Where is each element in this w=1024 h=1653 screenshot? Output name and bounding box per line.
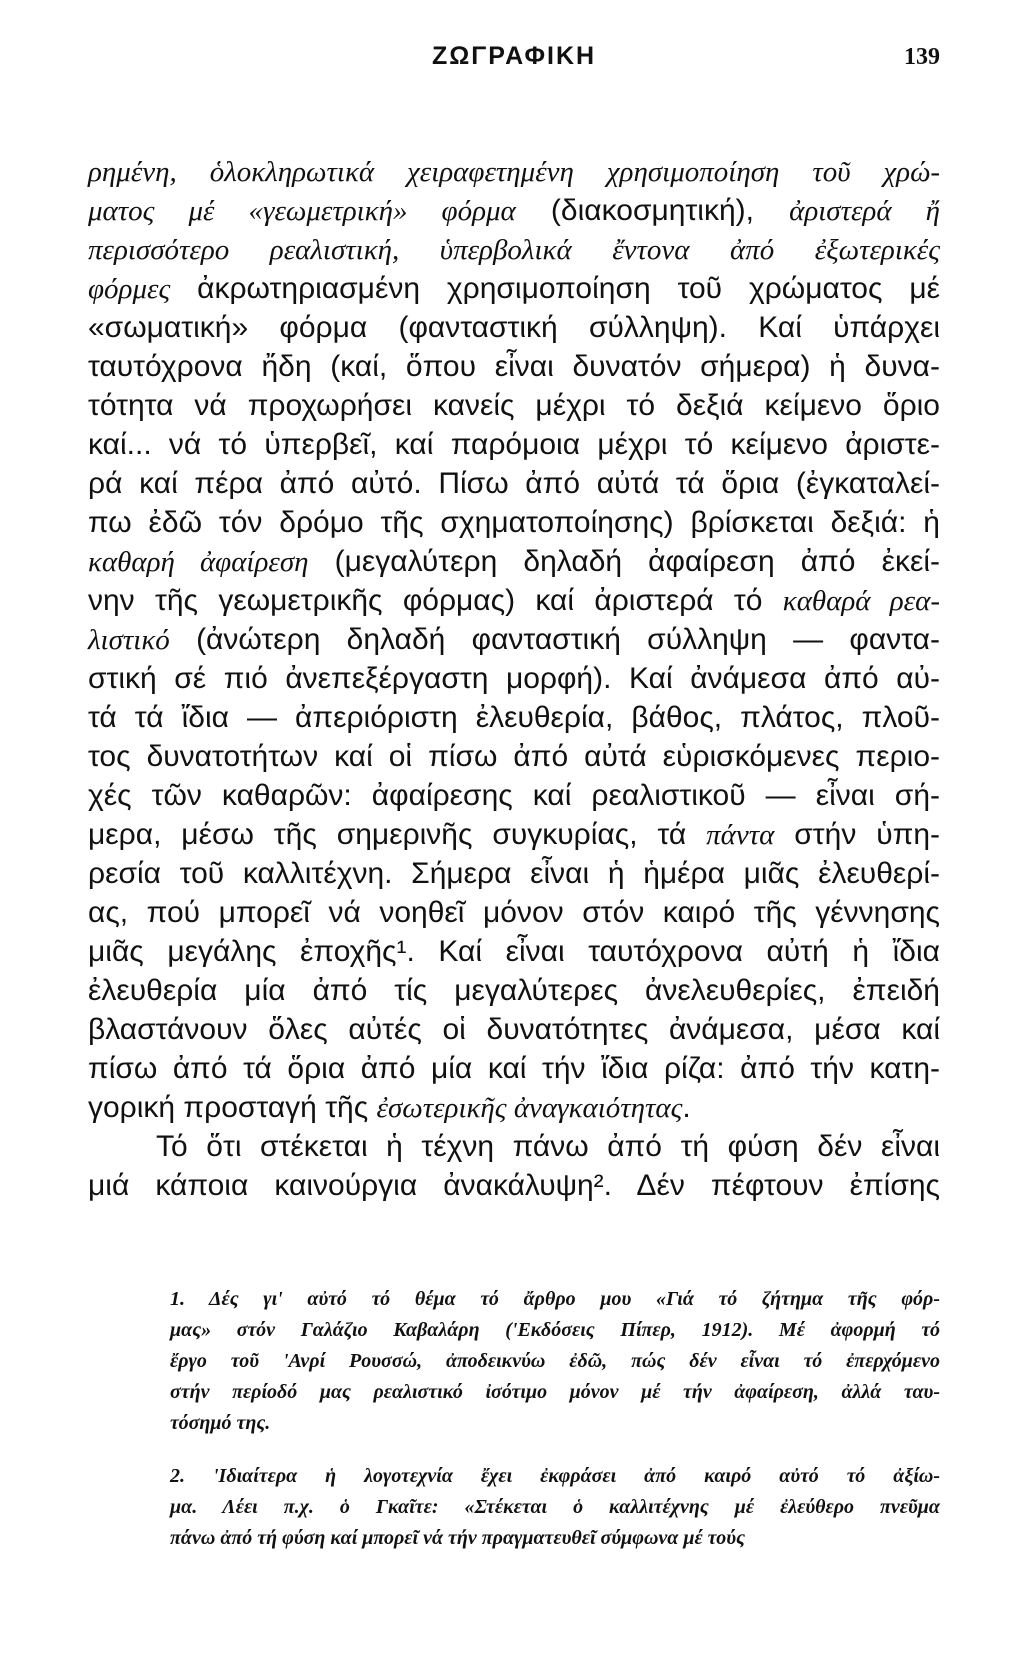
- text-line: [88, 620, 940, 659]
- text-run: ἀκρωτηριασμένη χρησιμοποίηση τοῦ χρώματος μέ: [170, 272, 940, 305]
- chapter-title: ΖΩΓΡΑΦΙΚΗ: [431, 42, 597, 70]
- footnote-line: μας» στόν Γαλάζιο Καβαλάρη ('Εκδόσεις Πίπερ, 1912). Μέ ἀφορμή τό: [170, 1319, 940, 1341]
- italic-text: ἀριστερά ἤ: [789, 195, 940, 227]
- text-run: στήν ὑπη-: [774, 818, 940, 851]
- text-run: τος δυνατοτήτων καί οἱ πίσω ἀπό αὐτά εὑρισκόμενες περιο-: [88, 740, 940, 773]
- text-run: ἐλευθερία μία ἀπό τίς μεγαλύτερες ἀνελευθερίες, ἐπειδή: [88, 974, 940, 1007]
- text-line: [88, 1088, 940, 1127]
- footnote-line: ἔργο τοῦ 'Ανρί Ρουσσώ, ἀποδεικνύω ἐδῶ, πώς δέν εἶναι τό ἐπερχόμενο: [170, 1350, 940, 1372]
- text-line: [88, 464, 940, 503]
- text-line: [88, 971, 940, 1010]
- text-run: (διακοσμητική),: [515, 194, 790, 227]
- text-run: «σωματική» φόρμα (φανταστική σύλληψη). Καί ὑπάρχει: [88, 311, 940, 344]
- text-line: [88, 152, 940, 191]
- text-line: [88, 542, 940, 581]
- text-run: στική σέ πιό ἀνεπεξέργαστη μορφή). Καί ἀνάμεσα ἀπό αὐ-: [88, 662, 940, 695]
- text-run: μιᾶς μεγάλης ἐποχῆς¹. Καί εἶναι ταυτόχρονα αὐτή ἡ ἴδια: [88, 935, 940, 968]
- text-line: [88, 230, 940, 269]
- text-run: καί... νά τό ὑπερβεῖ, καί παρόμοια μέχρι τό κείμενο ἀριστε-: [88, 428, 940, 461]
- footnote-2: [170, 1461, 940, 1554]
- text-run: μερα, μέσω τῆς σημερινῆς συγκυρίας, τά: [88, 818, 707, 851]
- text-run: .: [682, 1091, 691, 1124]
- text-run: τότητα νά προχωρήσει κανείς μέχρι τό δεξιά κείμενο ὅριο: [88, 389, 940, 422]
- italic-text: περισσότερο ρεαλιστική, ὑπερβολικά ἔντονα ἀπό ἐξωτερικές: [88, 234, 940, 266]
- footnote-1: [170, 1284, 940, 1439]
- text-run: ταυτόχρονα ἤδη (καί, ὅπου εἶναι δυνατόν σήμερα) ἡ δυνα-: [88, 350, 940, 383]
- italic-text: ἐσωτερικῆς ἀναγκαιότητας: [376, 1092, 683, 1124]
- text-line: [88, 581, 940, 620]
- text-run: τά τά ἴδια — ἀπεριόριστη ἐλευθερία, βάθος, πλάτος, πλοῦ-: [88, 701, 940, 734]
- footnote-line: 1. Δές γι' αὐτό τό θέμα τό ἄρθρο μου «Γιά τό ζήτημα τῆς φόρ-: [170, 1288, 940, 1310]
- footnote-line: μα. Λέει π.χ. ὁ Γκαῖτε: «Στέκεται ὁ καλλιτέχνης μέ ἐλεύθερο πνεῦμα: [170, 1496, 940, 1518]
- text-line: [88, 893, 940, 932]
- text-line: [88, 425, 940, 464]
- footnote-line: τόσημό της.: [170, 1412, 271, 1434]
- italic-text: καθαρή ἀφαίρεση: [88, 546, 309, 578]
- text-line: [88, 737, 940, 776]
- text-run: χές τῶν καθαρῶν: ἀφαίρεσης καί ρεαλιστικοῦ — εἶναι σή-: [88, 779, 940, 812]
- text-run: ας, πού μπορεῖ νά νοηθεῖ μόνον στόν καιρό τῆς γέννησης: [88, 896, 940, 929]
- text-run: (ἀνώτερη δηλαδή φανταστική σύλληψη — φαντα-: [169, 623, 940, 656]
- italic-text: καθαρά ρεα-: [782, 585, 940, 617]
- text-line: [88, 191, 940, 230]
- text-run: Τό ὅτι στέκεται ἡ τέχνη πάνω ἀπό τή φύση δέν εἶναι: [156, 1130, 940, 1163]
- footnotes: [170, 1284, 940, 1576]
- italic-text: ρημένη, ὁλοκληρωτικά χειραφετημένη χρησιμοποίηση τοῦ χρώ-: [88, 156, 940, 188]
- text-line: [88, 386, 940, 425]
- page-number: 139: [904, 44, 940, 70]
- text-run: πω ἐδῶ τόν δρόμο τῆς σχηματοποίησης) βρίσκεται δεξιά: ἡ: [88, 506, 940, 539]
- text-line: [88, 815, 940, 854]
- footnote-line: στήν περίοδό μας ρεαλιστικό ἰσότιμο μόνον μέ τήν ἀφαίρεση, ἀλλά ταυ-: [170, 1381, 940, 1403]
- text-run: ρά καί πέρα ἀπό αὐτό. Πίσω ἀπό αὐτά τά ὅρια (ἐγκαταλεί-: [88, 467, 940, 500]
- running-head: [88, 42, 940, 82]
- text-line: [88, 854, 940, 893]
- text-line: [88, 932, 940, 971]
- text-run: νην τῆς γεωμετρικῆς φόρμας) καί ἀριστερά τό: [88, 584, 783, 617]
- text-run: πίσω ἀπό τά ὅρια ἀπό μία καί τήν ἴδια ρίζα: ἀπό τήν κατη-: [88, 1052, 940, 1085]
- text-line: [88, 1166, 940, 1205]
- text-line: [88, 659, 940, 698]
- text-line: [88, 1049, 940, 1088]
- text-run: γορική προσταγή τῆς: [88, 1091, 377, 1124]
- text-run: μιά κάποια καινούργια ἀνακάλυψη². Δέν πέφτουν ἐπίσης: [88, 1169, 940, 1202]
- text-line: [88, 347, 940, 386]
- italic-text: πάντα: [706, 819, 775, 851]
- text-line: [88, 698, 940, 737]
- italic-text: ματος μέ «γεωμετρική» φόρμα: [88, 195, 516, 227]
- footnote-line: 2. 'Ιδιαίτερα ἡ λογοτεχνία ἔχει ἐκφράσει ἀπό καιρό αὐτό τό ἀξίω-: [170, 1465, 940, 1487]
- text-run: (μεγαλύτερη δηλαδή ἀφαίρεση ἀπό ἐκεί-: [308, 545, 940, 578]
- text-line: [88, 776, 940, 815]
- text-line: [88, 503, 940, 542]
- text-line: [88, 1127, 940, 1166]
- text-run: βλαστάνουν ὅλες αὐτές οἱ δυνατότητες ἀνάμεσα, μέσα καί: [88, 1013, 940, 1046]
- text-line: [88, 308, 940, 347]
- main-text: [88, 152, 940, 1205]
- text-run: ρεσία τοῦ καλλιτέχνη. Σήμερα εἶναι ἡ ἡμέρα μιᾶς ἐλευθερί-: [88, 857, 940, 890]
- text-line: [88, 1010, 940, 1049]
- text-line: [88, 269, 940, 308]
- italic-text: λιστικό: [88, 624, 170, 656]
- footnote-line: πάνω ἀπό τή φύση καί μπορεῖ νά τήν πραγματευθεῖ σύμφωνα μέ τούς: [170, 1527, 745, 1549]
- italic-text: φόρμες: [88, 273, 171, 305]
